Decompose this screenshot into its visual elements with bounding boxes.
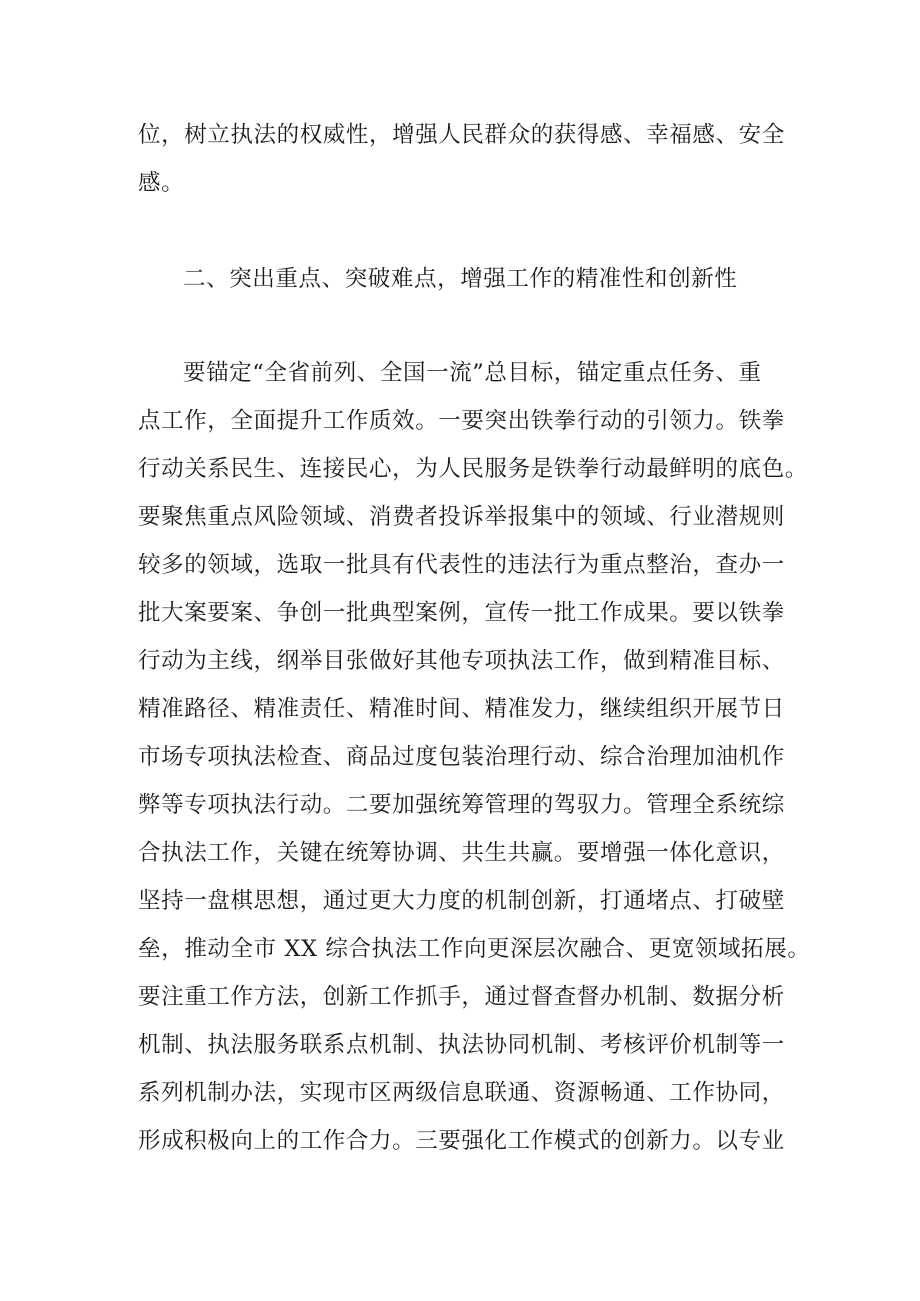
paragraph-line: 要聚焦重点风险领域、消费者投诉举报集中的领域、行业潜规则 [138,504,785,530]
paragraph-line: 要锚定“全省前列、全国一流”总目标，锚定重点任务、重 [183,360,762,386]
paragraph-line: 合执法工作，关键在统筹协调、共生共赢。要增强一体化意识， [138,840,785,866]
paragraph-line: 感。 [138,170,185,196]
paragraph-line: 垒，推动全市 XX 综合执法工作向更深层次融合、更宽领域拓展。 [138,936,811,962]
paragraph-line: 行动关系民生、连接民心，为人民服务是铁拳行动最鲜明的底色。 [138,456,808,482]
paragraph-line: 精准路径、精准责任、精准时间、精准发力，继续组织开展节日 [138,696,785,722]
paragraph-line: 批大案要案、争创一批典型案例，宣传一批工作成果。要以铁拳 [138,600,785,626]
paragraph-line: 位，树立执法的权威性，增强人民群众的获得感、幸福感、安全 [138,122,785,148]
paragraph-line: 坚持一盘棋思想，通过更大力度的机制创新，打通堵点、打破壁 [138,888,785,914]
paragraph-line: 要注重工作方法，创新工作抓手，通过督查督办机制、数据分析 [138,984,785,1010]
paragraph-line: 弊等专项执法行动。二要加强统筹管理的驾驭力。管理全系统综 [138,792,785,818]
paragraph-line: 市场专项执法检查、商品过度包装治理行动、综合治理加油机作 [138,744,785,770]
paragraph-line: 系列机制办法，实现市区两级信息联通、资源畅通、工作协同， [138,1080,785,1106]
paragraph-line: 点工作，全面提升工作质效。一要突出铁拳行动的引领力。铁拳 [138,408,785,434]
section-heading: 二、突出重点、突破难点，增强工作的精准性和创新性 [183,266,738,292]
paragraph-line: 形成积极向上的工作合力。三要强化工作模式的创新力。以专业 [138,1128,785,1154]
paragraph-line: 机制、执法服务联系点机制、执法协同机制、考核评价机制等一 [138,1032,785,1058]
paragraph-line: 较多的领域，选取一批具有代表性的违法行为重点整治，查办一 [138,552,785,578]
paragraph-line: 行动为主线，纲举目张做好其他专项执法工作，做到精准目标、 [138,648,785,674]
